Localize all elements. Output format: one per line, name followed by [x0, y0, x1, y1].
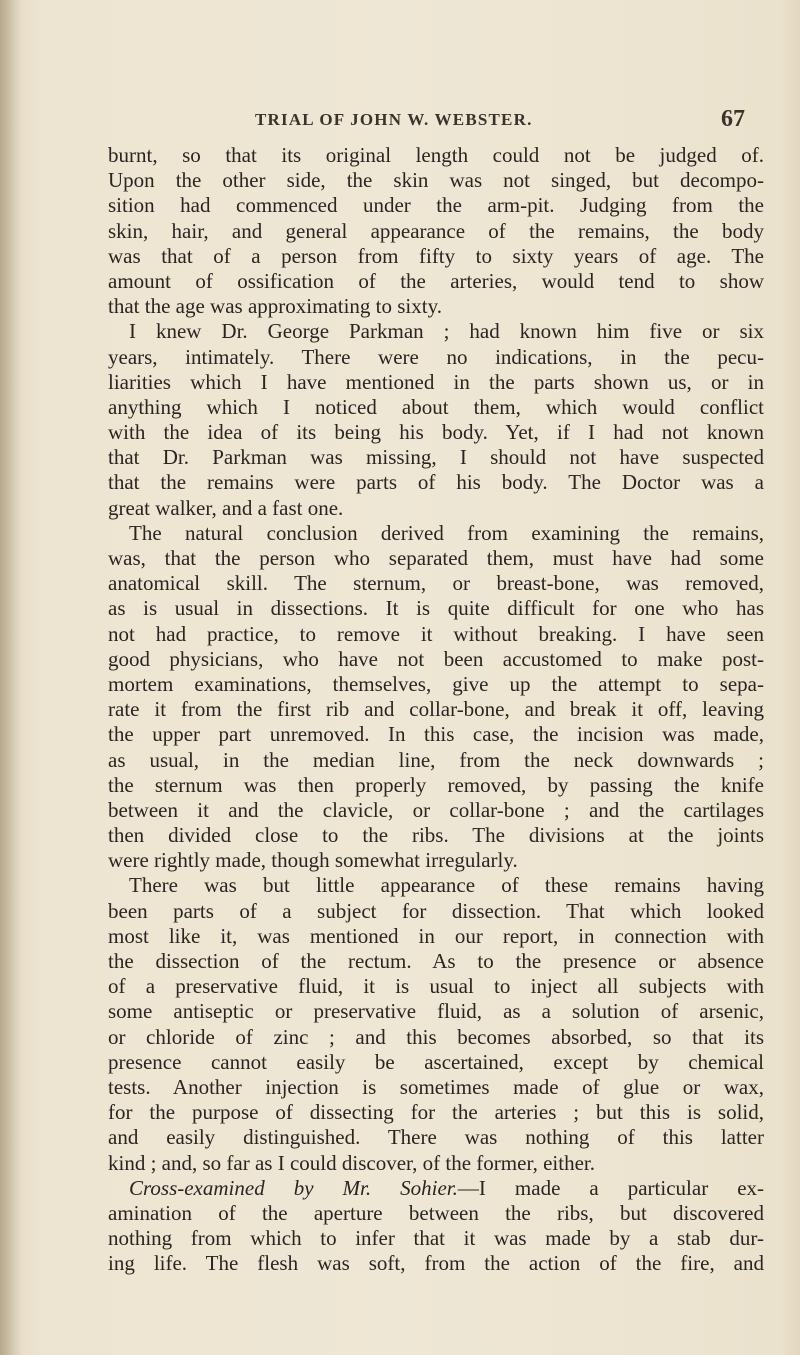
text-line: that Dr. Parkman was missing, I should not have suspected	[108, 445, 764, 470]
text-line: as is usual in dissections. It is quite difficult for one who has	[108, 596, 764, 621]
text-line: amination of the aperture between the ribs, but discovered	[108, 1200, 764, 1225]
text-line: with the idea of its being his body. Yet, if I had not known	[108, 420, 764, 445]
text-line: great walker, and a fast one.	[108, 495, 344, 520]
gutter-shadow	[0, 0, 22, 1355]
running-title: TRIAL OF JOHN W. WEBSTER.	[255, 110, 533, 129]
text-line: not had practice, to remove it without breaking. I have seen	[108, 621, 764, 646]
cross-exam-label: Cross-examined by Mr. Sohier.	[129, 1175, 458, 1200]
text-line: the dissection of the rectum. As to the presence or absence	[108, 949, 764, 973]
text-line: Upon the other side, the skin was not singed, but decompo-	[108, 168, 764, 193]
text-line: burnt, so that its original length could not be judged of.	[108, 143, 764, 167]
text-line: been parts of a subject for dissection. That which looked	[108, 898, 764, 923]
text-line: as usual, in the median line, from the neck downwards ;	[108, 747, 764, 772]
text-line: for the purpose of dissecting for the arteries ; but this is solid,	[108, 1100, 764, 1125]
text-line: then divided close to the ribs. The divisions at the joints	[108, 823, 764, 848]
text-line: rate it from the first rib and collar-bone, and break it off, leaving	[108, 697, 764, 722]
cross-exam-text: —I made a particular ex-	[457, 1175, 764, 1200]
text-line: was, that the person who separated them, must have had some	[108, 546, 764, 570]
text-line: mortem examinations, themselves, give up the attempt to sepa-	[108, 671, 764, 696]
text-line: presence cannot easily be ascertained, except by chemical	[108, 1049, 764, 1074]
page-number: 67	[721, 106, 745, 132]
text-line: between it and the clavicle, or collar-bone ; and the cartilages	[108, 797, 764, 822]
text-line: some antiseptic or preservative fluid, as a solution of arsenic,	[108, 999, 764, 1024]
text-line: good physicians, who have not been accustomed to make post-	[108, 646, 764, 671]
cross-exam-line	[108, 1176, 764, 1201]
body-text	[108, 143, 764, 1276]
text-line: and easily distinguished. There was nothing of this latter	[108, 1125, 764, 1150]
text-line: liarities which I have mentioned in the parts shown us, or in	[108, 369, 764, 394]
text-line: the sternum was then properly removed, by passing the knife	[108, 772, 764, 797]
text-line: ing life. The flesh was soft, from the action of the fire, and	[108, 1251, 764, 1276]
text-line: anatomical skill. The sternum, or breast-bone, was removed,	[108, 571, 764, 596]
text-line: most like it, was mentioned in our report, in connection with	[108, 923, 764, 948]
text-line: kind ; and, so far as I could discover, of the former, either.	[108, 1150, 595, 1175]
text-line: the upper part unremoved. In this case, the incision was made,	[108, 722, 764, 747]
text-line: anything which I noticed about them, which would conflict	[108, 394, 764, 419]
text-line: amount of ossification of the arteries, would tend to show	[108, 268, 764, 293]
text-line: that the remains were parts of his body. The Doctor was a	[108, 470, 764, 495]
final-text-lines	[108, 1201, 764, 1277]
text-line: was that of a person from fifty to sixty years of age. The	[108, 243, 764, 268]
text-line: tests. Another injection is sometimes made of glue or wax,	[108, 1074, 764, 1099]
text-line: sition had commenced under the arm-pit. Judging from the	[108, 193, 764, 218]
text-line: were rightly made, though somewhat irregularly.	[108, 848, 518, 873]
text-line: of a preservative fluid, it is usual to inject all subjects with	[108, 974, 764, 999]
text-line: years, intimately. There were no indications, in the pecu-	[108, 344, 764, 369]
text-line: The natural conclusion derived from examining the remains,	[129, 520, 764, 545]
text-line: skin, hair, and general appearance of the remains, the body	[108, 218, 764, 243]
main-text-lines	[108, 143, 764, 1176]
text-line: that the age was approximating to sixty.	[108, 294, 442, 319]
text-line: or chloride of zinc ; and this becomes absorbed, so that its	[108, 1024, 764, 1049]
text-line: nothing from which to infer that it was made by a stab dur-	[108, 1226, 764, 1251]
page-header	[255, 106, 745, 136]
text-line: I knew Dr. George Parkman ; had known him five or six	[129, 319, 764, 344]
text-line: There was but little appearance of these remains having	[129, 873, 764, 898]
